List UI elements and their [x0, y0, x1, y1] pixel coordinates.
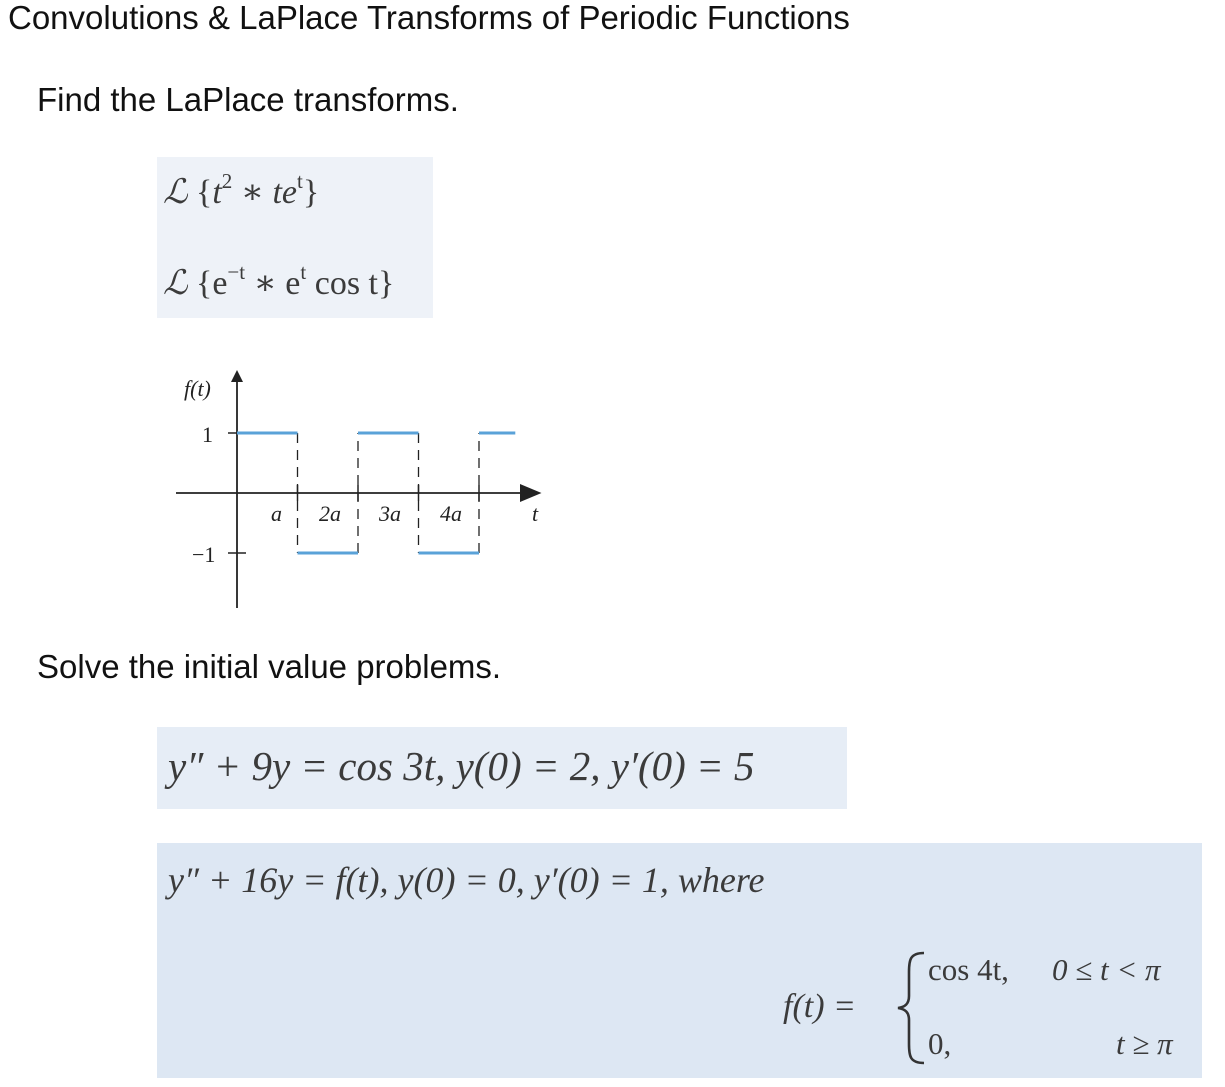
x-axis-label: t	[532, 501, 539, 526]
xtick-label-a: a	[271, 501, 282, 526]
ytick-neg-label: −1	[192, 542, 216, 567]
expr-a: t	[212, 174, 222, 211]
left-brace-icon	[894, 950, 928, 1066]
laplace-problem-1: ℒ {$t^2$ ∗ $te^t$}	[163, 168, 320, 212]
ivp1-equation: y″ + 9y = cos 3t, y(0) = 2, y′(0) = 5	[168, 743, 755, 789]
xtick-label-2a: 2a	[319, 501, 341, 526]
exp-a: 2	[221, 168, 233, 193]
instruction-laplace: Find the LaPlace transforms.	[37, 81, 459, 118]
piecewise-case1-value: cos 4t,	[928, 952, 1009, 987]
ytick-pos-label: 1	[202, 422, 213, 447]
piecewise-case2-value: 0,	[928, 1026, 952, 1061]
piecewise-case1-condition: 0 ≤ t < π	[1052, 952, 1161, 987]
expr-a: e	[212, 265, 228, 302]
expr-b: te	[272, 174, 297, 211]
convolution-op: ∗	[253, 265, 277, 302]
piecewise-lhs: f(t) =	[783, 988, 856, 1025]
xtick-label-3a: 3a	[379, 501, 401, 526]
expr-tail: cos t	[314, 265, 379, 302]
square-wave-graph	[160, 360, 560, 620]
laplace-problem-2: ℒ {$e^{-t}$ ∗ $e^t$ cos t}	[163, 259, 395, 303]
y-axis-label: f(t)	[184, 376, 211, 401]
xtick-label-4a: 4a	[440, 501, 462, 526]
exp-b: t	[300, 259, 307, 284]
expr-b: e	[285, 265, 301, 302]
instruction-ivp: Solve the initial value problems.	[37, 648, 502, 685]
laplace-operator: ℒ	[163, 263, 188, 303]
page-title: Convolutions & LaPlace Transforms of Periodic Functions	[8, 0, 850, 36]
y-axis-arrow-icon	[231, 370, 243, 382]
ivp2-equation: y″ + 16y = f(t), y(0) = 0, y′(0) = 1, where	[168, 860, 765, 900]
convolution-op: ∗	[240, 174, 264, 211]
exp-b: t	[296, 168, 303, 193]
exp-a: −t	[227, 259, 246, 284]
piecewise-case2-condition: t ≥ π	[1116, 1026, 1173, 1061]
laplace-operator: ℒ	[163, 172, 188, 212]
